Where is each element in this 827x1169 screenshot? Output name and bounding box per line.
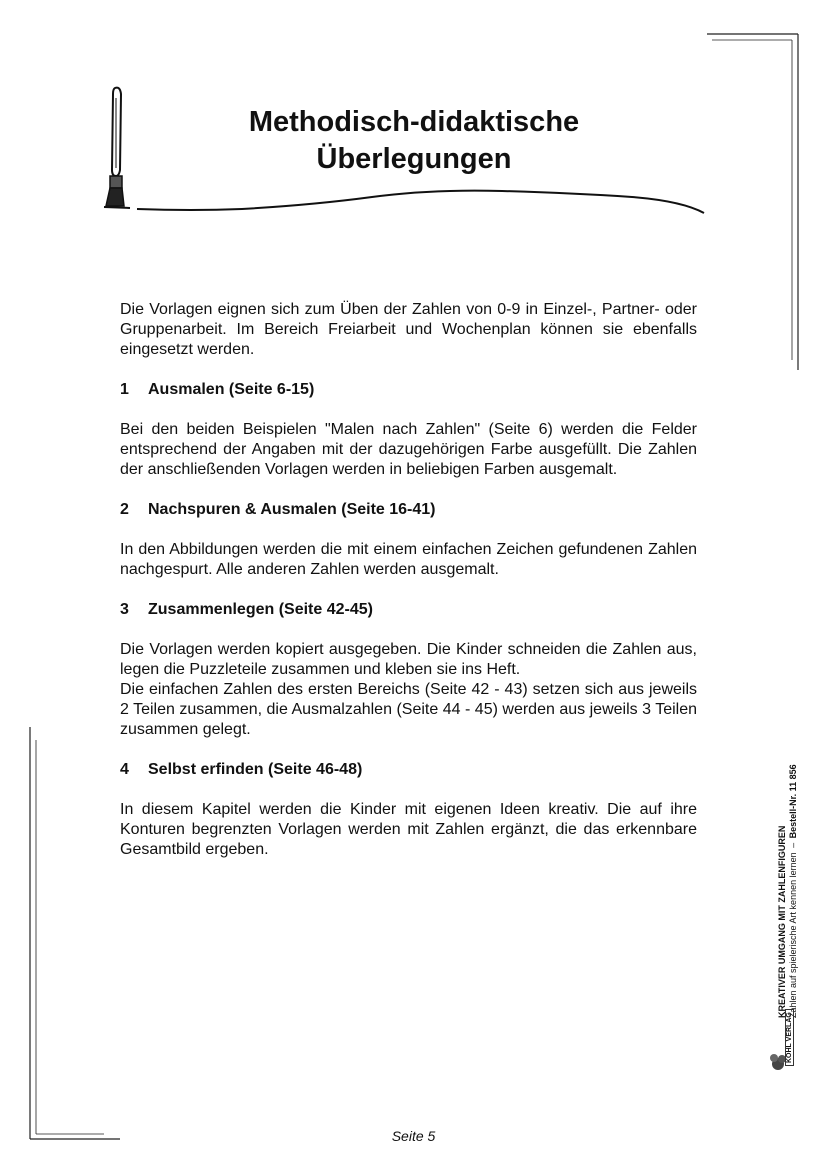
book-subtitle-line xyxy=(788,764,799,1018)
section-title: Nachspuren & Ausmalen (Seite 16-41) xyxy=(148,501,436,518)
separator: – xyxy=(788,842,798,848)
title-line-1: Methodisch-didaktische xyxy=(248,106,580,138)
section-heading-4 xyxy=(120,760,697,780)
section-3-paragraph-2: Die einfachen Zahlen des ersten Bereichs (Seite 42 - 43) setzen sich aus jeweils 2 Teilen zusammen, die Ausmalzahlen (Seite 44 - 45) werden aus jeweils 3 Teilen zusammen gelegt. xyxy=(120,681,697,738)
section-number: 1 xyxy=(120,381,129,398)
section-title: Zusammenlegen (Seite 42-45) xyxy=(148,601,373,618)
section-title: Ausmalen (Seite 6-15) xyxy=(148,381,315,398)
section-heading-3 xyxy=(120,600,697,620)
section-number: 3 xyxy=(120,601,129,618)
order-number: Bestell-Nr. 11 856 xyxy=(788,764,798,839)
section-number: 4 xyxy=(120,761,129,778)
section-title: Selbst erfinden (Seite 46-48) xyxy=(148,761,363,778)
section-4-paragraph: In diesem Kapitel werden die Kinder mit eigenen Ideen kreativ. Die auf ihre Konturen begrenzten Vorlagen werden mit Zahlen ergänzt, die das erkennbare Gesamtbild ergeben. xyxy=(120,801,697,858)
publisher-name: KOHL VERLAG xyxy=(785,1009,794,1066)
title-line-2: Überlegungen xyxy=(316,143,512,175)
section-3-paragraph-1: Die Vorlagen werden kopiert ausgegeben. Die Kinder schneiden die Zahlen aus, legen die Puzzleteile zusammen und kleben sie ins Heft. xyxy=(120,641,697,678)
page-title xyxy=(160,104,668,178)
main-content xyxy=(120,300,697,860)
section-2-paragraph: In den Abbildungen werden die mit einem einfachen Zeichen gefundenen Zahlen nachgespurt. Alle anderen Zahlen werden ausgemalt. xyxy=(120,541,697,578)
book-subtitle: Zahlen auf spielerische Art kennen lernen xyxy=(788,852,798,1018)
section-1-paragraph: Bei den beiden Beispielen "Malen nach Zahlen" (Seite 6) werden die Felder entsprechend der Angaben mit der dazugehörigen Farbe ausgefüllt. Die Zahlen der anschließenden Vorlagen werden in beliebigen Farben ausgemalt. xyxy=(120,421,697,478)
section-heading-1 xyxy=(120,380,697,400)
section-number: 2 xyxy=(120,501,129,518)
title-wave-line xyxy=(132,185,712,225)
intro-paragraph: Die Vorlagen eignen sich zum Üben der Zahlen von 0-9 in Einzel-, Partner- oder Gruppenarbeit. Im Bereich Freiarbeit und Wochenplan können sie ebenfalls eingesetzt werden. xyxy=(120,301,697,358)
page-number: Seite 5 xyxy=(391,1128,436,1144)
book-title: KREATIVER UMGANG MIT ZAHLENFIGUREN xyxy=(777,825,787,1018)
book-info-sidebar xyxy=(777,764,799,1018)
section-heading-2 xyxy=(120,500,697,520)
